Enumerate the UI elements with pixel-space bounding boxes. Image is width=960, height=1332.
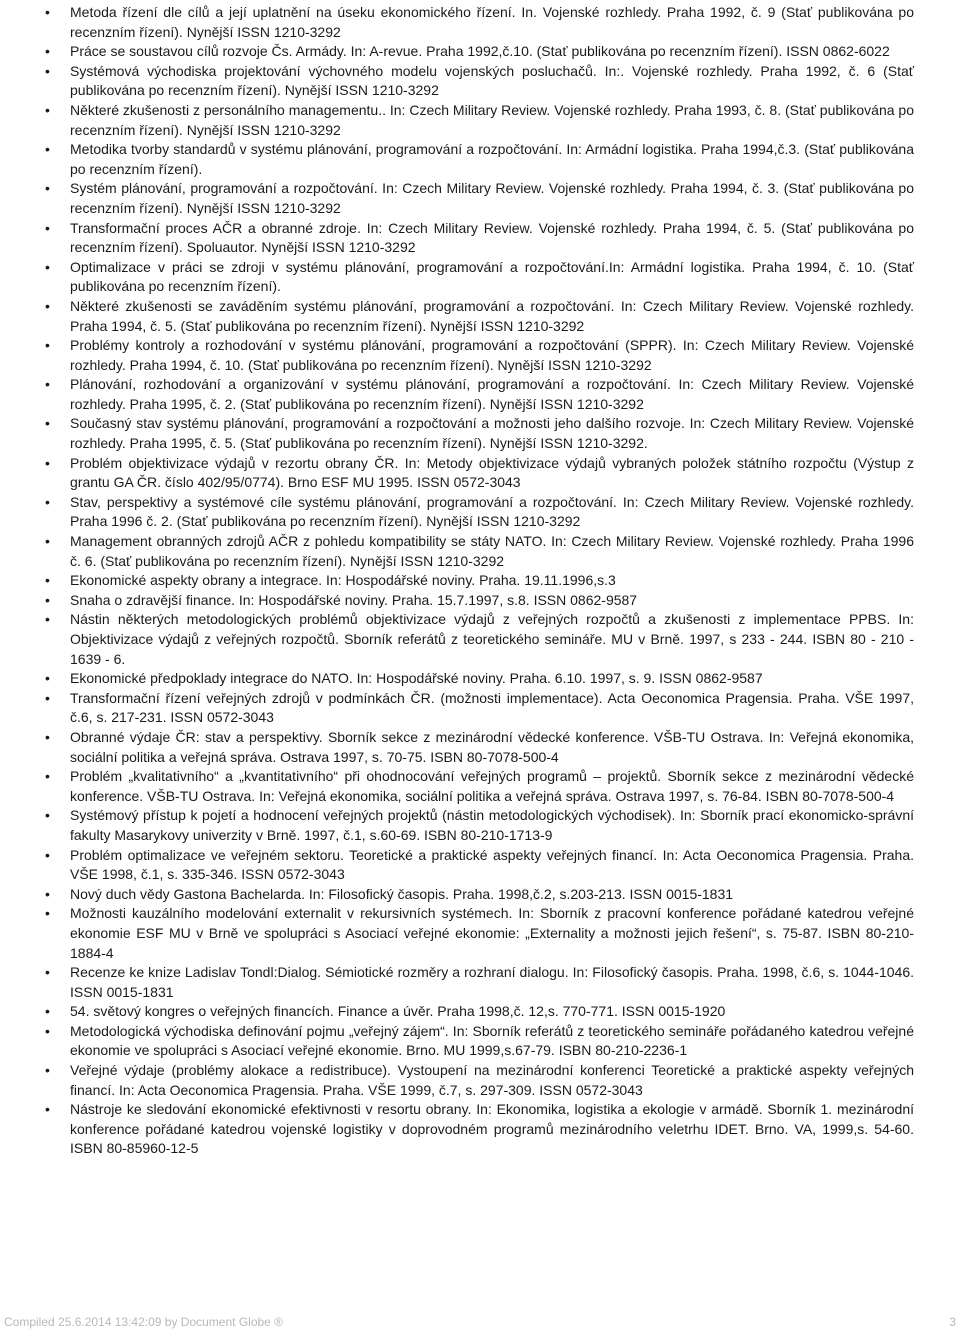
bullet-icon: • <box>45 43 50 60</box>
bullet-icon: • <box>45 493 50 510</box>
list-item <box>0 1100 960 1159</box>
list-item <box>0 3 960 42</box>
list-item <box>0 219 960 258</box>
bullet-icon: • <box>45 337 50 354</box>
list-item-text: 54. světový kongres o veřejných financích. Finance a úvěr. Praha 1998,č. 12,s. 770-771. ISSN 0015-1920 <box>70 1003 726 1020</box>
bullet-icon: • <box>45 62 50 79</box>
list-item <box>0 336 960 375</box>
list-item <box>0 1002 960 1022</box>
list-item-text: Plánování, rozhodování a organizování v systému plánování, programování a rozpočtování. In: Czech Military Review. Vojenské rozhledy. Praha 1995, č. 2. (Stať publikována po recenzním řízení). Nynější ISSN 1210-3292 <box>70 376 914 412</box>
compiled-note: Compiled 25.6.2014 13:42:09 by Document Globe ® <box>4 1315 284 1329</box>
list-item-text: Nástroje ke sledování ekonomické efektivnosti v resortu obrany. In: Ekonomika, logistika a ekologie v armádě. Sborník 1. mezinárodní konference pořádané katedrou vojenské logistiky v doprovodném programů mezinárodního veletrhu IDET. Brno. VA, 1999,s. 54-60. ISBN 80-85960-12-5 <box>70 1101 914 1157</box>
list-item-text: Snaha o zdravější finance. In: Hospodářské noviny. Praha. 15.7.1997, s.8. ISSN 0862-9587 <box>70 591 638 608</box>
list-item <box>0 728 960 767</box>
bullet-icon: • <box>45 689 50 706</box>
bullet-icon: • <box>45 728 50 745</box>
bullet-icon: • <box>45 454 50 471</box>
list-item-text: Veřejné výdaje (problémy alokace a redistribuce). Vystoupení na mezinárodní konferenci Teoretické a praktické aspekty veřejných financí. In: Acta Oeconomica Pragensia. Praha. VŠE 1999, č.7, s. 297-309. ISSN 0572-3043 <box>70 1062 914 1098</box>
list-item <box>0 767 960 806</box>
list-item <box>0 62 960 101</box>
bullet-icon: • <box>45 1003 50 1020</box>
list-item-text: Stav, perspektivy a systémové cíle systému plánování, programování a rozpočtování. In: Czech Military Review. Vojenské rozhledy. Praha 1996 č. 2. (Stať publikována po recenzním řízení). Nynější ISSN 1210-3292 <box>70 493 914 530</box>
list-item <box>0 493 960 532</box>
bullet-icon: • <box>45 964 50 981</box>
bullet-icon: • <box>45 885 50 902</box>
list-item-text: Management obranných zdrojů AČR z pohledu kompatibility se státy NATO. In: Czech Military Review. Vojenské rozhledy. Praha 1996 č. 6. (Stať publikována po recenzním řízení). Nynější ISSN 1210-3292 <box>70 533 914 569</box>
list-item-text: Systémový přístup k pojetí a hodnocení veřejných projektů (nástin metodologických východisek). In: Sborník prací ekonomicko-správní fakulty Masarykovy univerzity v Brně. 1997, č.1, s.60-69. ISBN 80-210-1713-9 <box>70 807 914 843</box>
bullet-icon: • <box>45 572 50 589</box>
list-item <box>0 532 960 571</box>
bullet-icon: • <box>45 533 50 550</box>
list-item <box>0 375 960 414</box>
list-item-text: Některé zkušenosti se zaváděním systému plánování, programování a rozpočtování. In: Czech Military Review. Vojenské rozhledy. Praha 1994, č. 5. (Stať publikována po recenzním řízení). Nynější ISSN 1210-3292 <box>70 297 914 334</box>
list-item <box>0 669 960 689</box>
list-item <box>0 1022 960 1061</box>
list-item <box>0 806 960 845</box>
list-item <box>0 904 960 963</box>
page-footer <box>4 1313 956 1331</box>
list-item <box>0 689 960 728</box>
list-item <box>0 591 960 611</box>
list-item <box>0 258 960 297</box>
list-item-text: Systémová východiska projektování výchovného modelu vojenských posluchačů. In:. Vojenské rozhledy. Praha 1992, č. 6 (Stať publikována po recenzním řízení). Nynější ISSN 1210-3292 <box>70 62 914 99</box>
bullet-icon: • <box>45 591 50 608</box>
list-item <box>0 140 960 179</box>
bullet-icon: • <box>45 1022 50 1039</box>
list-item-text: Problém optimalizace ve veřejném sektoru. Teoretické a praktické aspekty veřejných financí. In: Acta Oeconomica Pragensia. Praha. VŠE 1998, č.1, s. 335-346. ISSN 0572-3043 <box>70 846 914 883</box>
bullet-icon: • <box>45 297 50 314</box>
list-item-text: Problémy kontroly a rozhodování v systému plánování, programování a rozpočtování (SPPR). In: Czech Military Review. Vojenské rozhledy. Praha 1994, č. 10. (Stať publikována po recenzním řízení). Nynější ISSN 1210-3292 <box>70 337 914 373</box>
bullet-icon: • <box>45 846 50 863</box>
list-item-text: Recenze ke knize Ladislav Tondl:Dialog. Sémiotické rozměry a rozhraní dialogu. In: Filosofický časopis. Praha. 1998, č.6, s. 1044-1046. ISSN 0015-1831 <box>70 964 914 1000</box>
bullet-icon: • <box>45 807 50 824</box>
list-item <box>0 42 960 62</box>
bullet-icon: • <box>45 670 50 687</box>
list-item-text: Transformační řízení veřejných zdrojů v podmínkách ČR. (možnosti implementace). Acta Oeconomica Pragensia. Praha. VŠE 1997, č.6, s. 217-231. ISSN 0572-3043 <box>70 689 914 726</box>
bullet-icon: • <box>45 376 50 393</box>
list-item <box>0 101 960 140</box>
list-item-text: Transformační proces AČR a obranné zdroje. In: Czech Military Review. Vojenské rozhledy. Praha 1994, č. 5. (Stať publikována po recenzním řízení). Spoluautor. Nynější ISSN 1210-3292 <box>70 219 914 256</box>
list-item-text: Metoda řízení dle cílů a její uplatnění na úseku ekonomického řízení. In. Vojenské rozhledy. Praha 1992, č. 9 (Stať publikována po recenzním řízení). Nynější ISSN 1210-3292 <box>70 4 914 40</box>
list-item-text: Nový duch vědy Gastona Bachelarda. In: Filosofický časopis. Praha. 1998,č.2, s.203-213. ISSN 0015-1831 <box>70 885 734 902</box>
list-item-text: Současný stav systému plánování, programování a rozpočtování a možnosti jeho dalšího rozvoje. In: Czech Military Review. Vojenské rozhledy. Praha 1995, č. 5. (Stať publikována po recenzním řízení). Nynější ISSN 1210-3292. <box>70 415 914 452</box>
bibliography-list <box>0 3 960 1159</box>
bullet-icon: • <box>45 611 50 628</box>
list-item-text: Metodologická východiska definování pojmu „veřejný zájem“. In: Sborník referátů z teoretického semináře pořádaného katedrou veřejné ekonomie ve spolupráci s Asociací veřejné ekonomie. Brno. MU 1999,s.67-79. ISBN 80-210-2236-1 <box>70 1022 914 1059</box>
list-item-text: Některé zkušenosti z personálního managementu.. In: Czech Military Review. Vojenské rozhledy. Praha 1993, č. 8. (Stať publikována po recenzním řízení). Nynější ISSN 1210-3292 <box>70 101 914 138</box>
bullet-icon: • <box>45 180 50 197</box>
list-item-text: Ekonomické předpoklady integrace do NATO. In: Hospodářské noviny. Praha. 6.10. 1997, s. 9. ISSN 0862-9587 <box>70 670 763 687</box>
list-item <box>0 571 960 591</box>
list-item-text: Obranné výdaje ČR: stav a perspektivy. Sborník sekce z mezinárodní vědecké konference. VŠB-TU Ostrava. In: Veřejná ekonomika, sociální politika a veřejná správa. Ostrava 1997, s. 70-75. ISBN 80-7078-500-4 <box>70 728 914 765</box>
bullet-icon: • <box>45 415 50 432</box>
list-item-text: Práce se soustavou cílů rozvoje Čs. Armády. In: A-revue. Praha 1992,č.10. (Stať publikována po recenzním řízení). ISSN 0862-6022 <box>70 43 890 60</box>
list-item <box>0 1061 960 1100</box>
list-item <box>0 885 960 905</box>
list-item-text: Metodika tvorby standardů v systému plánování, programování a rozpočtování. In: Armádní logistika. Praha 1994,č.3. (Stať publikována po recenzním řízení). <box>70 141 914 177</box>
list-item <box>0 297 960 336</box>
list-item-text: Možnosti kauzálního modelování externalit v rekursivních systémech. In: Sborník z pracovní konference pořádané katedrou veřejné ekonomie ESF MU v Brně ve spolupráci s Asociací veřejné ekonomie: „Externality a možnosti jejich řešení“, s. 75-87. ISBN 80-210-1884-4 <box>70 905 914 961</box>
list-item <box>0 414 960 453</box>
list-item-text: Ekonomické aspekty obrany a integrace. In: Hospodářské noviny. Praha. 19.11.1996,s.3 <box>70 572 616 589</box>
list-item-text: Systém plánování, programování a rozpočtování. In: Czech Military Review. Vojenské rozhledy. Praha 1994, č. 3. (Stať publikována po recenzním řízení). Nynější ISSN 1210-3292 <box>70 180 914 216</box>
list-item <box>0 610 960 669</box>
bullet-icon: • <box>45 1062 50 1079</box>
bullet-icon: • <box>45 768 50 785</box>
page-number: 3 <box>949 1315 956 1329</box>
bullet-icon: • <box>45 219 50 236</box>
list-item-text: Problém objektivizace výdajů v rezortu obrany ČR. In: Metody objektivizace výdajů vybraných položek státního rozpočtu (Výstup z grantu GA ČR. číslo 402/95/0774). Brno ESF MU 1995. ISSN 0572-3043 <box>70 454 914 491</box>
bullet-icon: • <box>45 101 50 118</box>
list-item <box>0 454 960 493</box>
list-item <box>0 179 960 218</box>
bullet-icon: • <box>45 4 50 20</box>
bullet-icon: • <box>45 1101 50 1118</box>
list-item-text: Optimalizace v práci se zdroji v systému plánování, programování a rozpočtování.In: Armádní logistika. Praha 1994, č. 10. (Stať publikována po recenzním řízení). <box>70 258 914 295</box>
list-item-text: Nástin některých metodologických problémů objektivizace výdajů z veřejných rozpočtů a zkušenosti z implementace PPBS. In: Objektivizace výdajů z veřejných rozpočtů. Sborník referátů z teoretického semináře. MU v Brně. 1997, s 233 - 244. ISBN 80 - 210 - 1639 - 6. <box>70 611 914 667</box>
list-item <box>0 846 960 885</box>
bullet-icon: • <box>45 258 50 275</box>
list-item <box>0 963 960 1002</box>
bullet-icon: • <box>45 141 50 158</box>
list-item-text: Problém „kvalitativního“ a „kvantitativního“ při ohodnocování veřejných programů – projektů. Sborník sekce z mezinárodní vědecké konference. VŠB-TU Ostrava. In: Veřejná ekonomika, sociální politika a veřejná správa. Ostrava 1997, s. 76-84. ISBN 80-7078-500-4 <box>70 768 914 804</box>
bullet-icon: • <box>45 905 50 922</box>
